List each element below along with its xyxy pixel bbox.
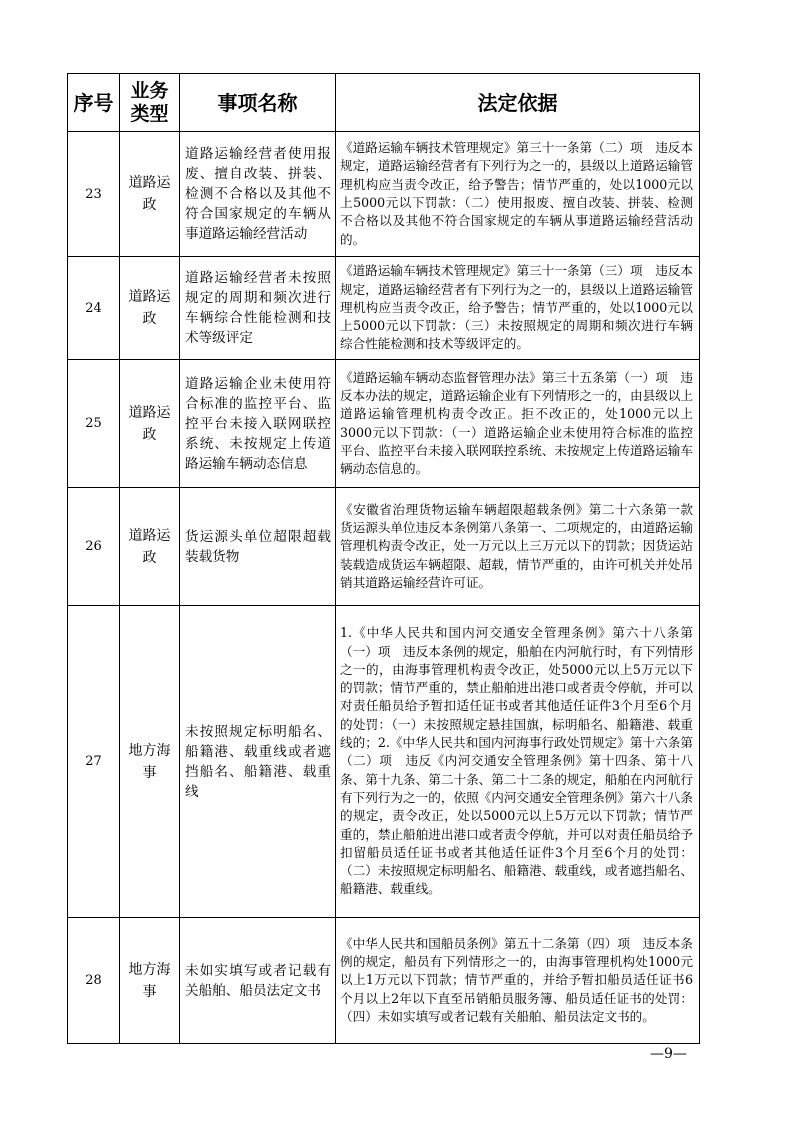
item-name: 未按照规定标明船名、船籍港、载重线或者遮挡船名、船籍港、载重线 [180,606,336,918]
header-type: 业务类型 [120,74,180,132]
business-type: 地方海事 [120,606,180,918]
header-basis: 法定依据 [336,74,700,132]
item-name: 道路运输经营者使用报废、擅自改装、拼装、检测不合格以及其他不符合国家规定的车辆从事道路运输经营活动 [180,132,336,257]
business-type: 地方海事 [120,918,180,1044]
legal-basis: 《道路运输车辆技术管理规定》第三十一条第（二）项 违反本规定，道路运输经营者有下列行为之一的，县级以上道路运输管理机构应当责令改正，给予警告；情节严重的，处以1000元以上5000元以下罚款：（二）使用报废、擅自改装、拼装、检测不合格以及其他不符合国家规定的车辆从事道路运输经营活动的。 [336,132,700,257]
row-number: 25 [68,360,120,488]
regulation-table [67,73,706,1044]
item-name: 道路运输企业未使用符合标准的监控平台、监控平台未接入联网联控系统、未按规定上传道路运输车辆动态信息 [180,360,336,488]
header-row [68,74,700,132]
table-row [68,360,700,488]
table-row [68,918,700,1044]
row-number: 27 [68,606,120,918]
row-number: 24 [68,257,120,360]
legal-basis: 《中华人民共和国船员条例》第五十二条第（四）项 违反本条例的规定，船员有下列情形之一的，由海事管理机构处1000元以上1万元以下罚款；情节严重的，并给予暂扣船员适任证书6个月以上2年以下直至吊销船员服务簿、船员适任证书的处罚：（四）未如实填写或者记载有关船舶、船员法定文书的。 [336,918,700,1044]
legal-basis: 《道路运输车辆动态监督管理办法》第三十五条第（一）项 违反本办法的规定，道路运输企业有下列情形之一的，由县级以上道路运输管理机构责令改正。拒不改正的，处1000元以上3000元以下罚款：（一）道路运输企业未使用符合标准的监控平台、监控平台未接入联网联控系统、未按规定上传道路运输车辆动态信息的。 [336,360,700,488]
legal-basis: 《道路运输车辆技术管理规定》第三十一条第（三）项 违反本规定，道路运输经营者有下列行为之一的，县级以上道路运输管理机构应当责令改正，给予警告；情节严重的，处以1000元以上5000元以下罚款：（三）未按照规定的周期和频次进行车辆综合性能检测和技术等级评定的。 [336,257,700,360]
table-row [68,132,700,257]
table-row [68,606,700,918]
item-name: 货运源头单位超限超载装载货物 [180,488,336,606]
page-number: —9— [650,1046,687,1062]
business-type: 道路运政 [120,132,180,257]
item-name: 未如实填写或者记载有关船舶、船员法定文书 [180,918,336,1044]
business-type: 道路运政 [120,360,180,488]
table-row [68,488,700,606]
header-item: 事项名称 [180,74,336,132]
item-name: 道路运输经营者未按照规定的周期和频次进行车辆综合性能检测和技术等级评定 [180,257,336,360]
legal-basis: 《安徽省治理货物运输车辆超限超载条例》第二十六条第一款 货运源头单位违反本条例第八条第一、二项规定的，由道路运输管理机构责令改正，处一万元以上三万元以下的罚款；因货运站装载造成货运车辆超限、超载，情节严重的，由许可机关并处吊销其道路运输经营许可证。 [336,488,700,606]
table-row [68,257,700,360]
header-no: 序号 [68,74,120,132]
legal-basis: 1.《中华人民共和国内河交通安全管理条例》第六十八条第（一）项 违反本条例的规定，船舶在内河航行时，有下列情形之一的，由海事管理机构责令改正，处5000元以上5万元以下的罚款；情节严重的，禁止船舶进出港口或者责令停航，并可以对责任船员给予暂扣适任证书或者其他适任证件3个月至6个月的处罚：（一）未按照规定悬挂国旗，标明船名、船籍港、载重线的；2.《中华人民共和国内河海事行政处罚规定》第十六条第（二）项 违反《内河交通安全管理条例》第十四条、第十八条、第十九条、第二十条、第二十二条的规定，船舶在内河航行有下列行为之一的，依照《内河交通安全管理条例》第六十八条的规定，责令改正，处以5000元以上5万元以下罚款；情节严重的，禁止船舶进出港口或者责令停航，并可以对责任船员给予扣留船员适任证书或者其他适任证件3个月至6个月的处罚：（二）未按照规定标明船名、船籍港、载重线，或者遮挡船名、船籍港、载重线。 [336,606,700,918]
row-number: 28 [68,918,120,1044]
business-type: 道路运政 [120,488,180,606]
business-type: 道路运政 [120,257,180,360]
row-number: 26 [68,488,120,606]
row-number: 23 [68,132,120,257]
